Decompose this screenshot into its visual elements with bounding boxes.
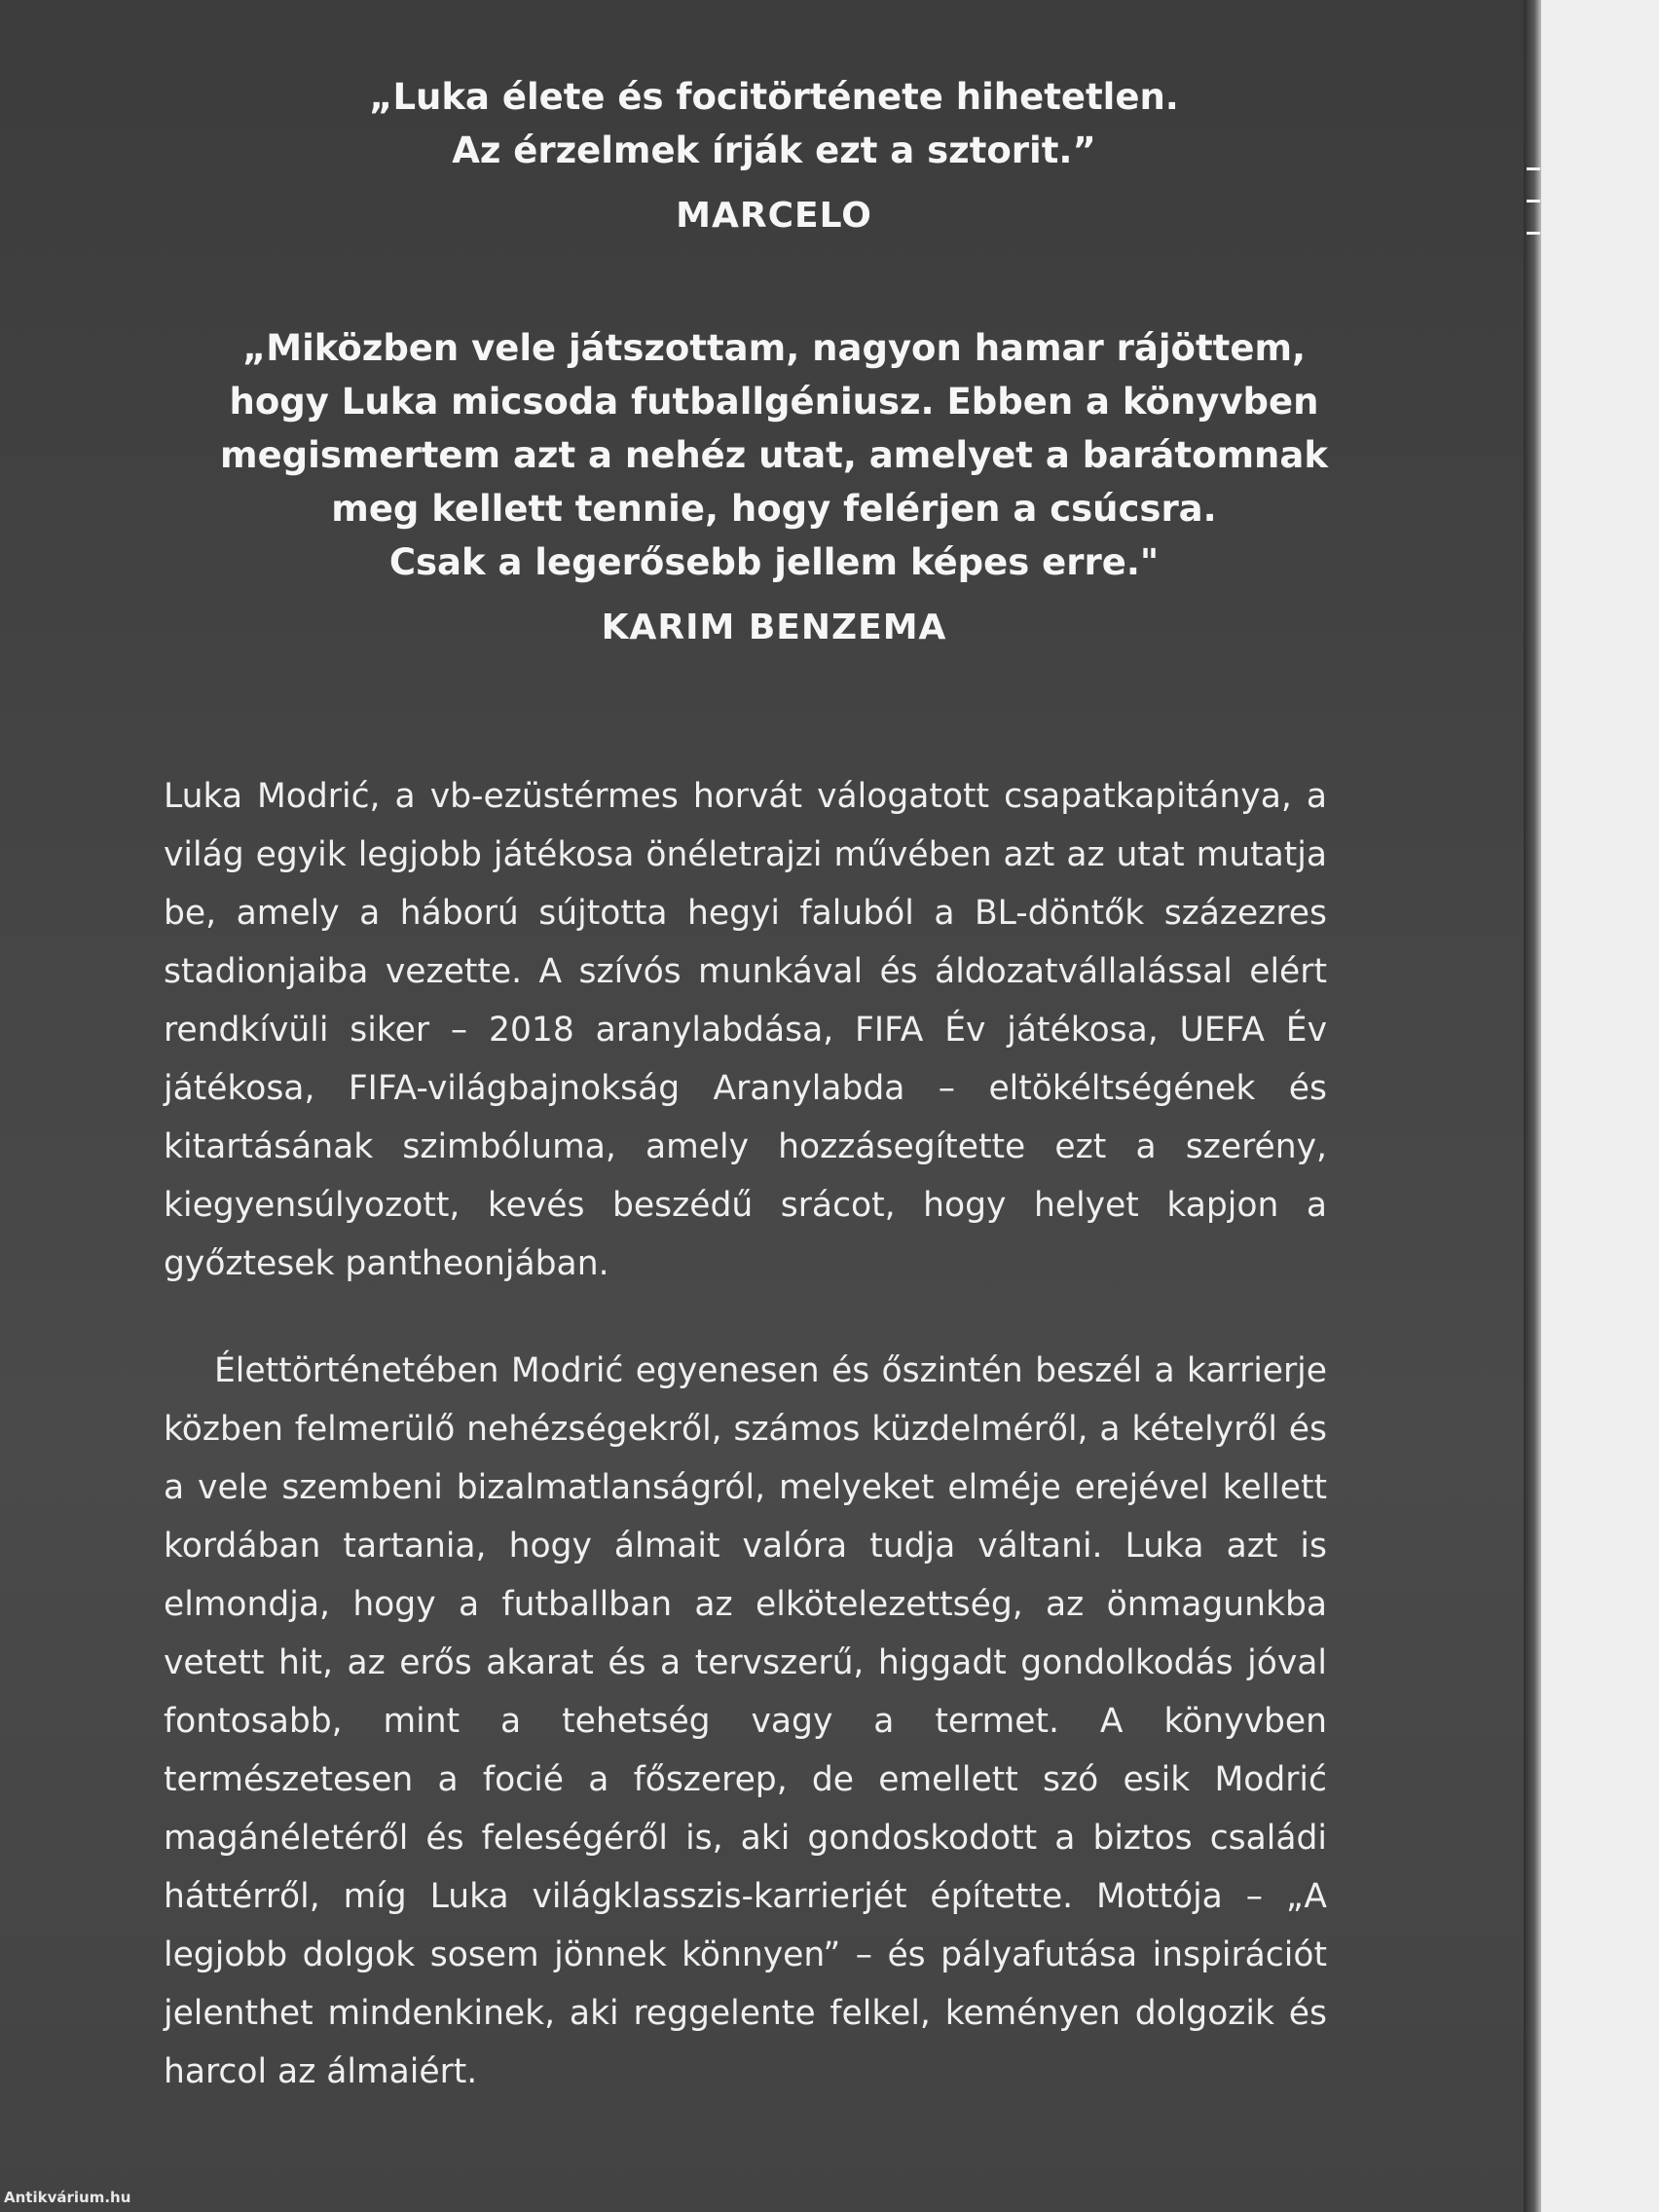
quote-text: „Miközben vele játszottam, nagyon hamar rájöttem, hogy Luka micsoda futballgéniusz. Ebben a könyvben megismertem azt a nehéz utat, amelyet a barátomnak meg kellett tennie, hogy felérjen a csúcsra. Csak a legerősebb jellem képes erre." [220,327,1328,583]
paragraph-text: Luka Modrić, a vb-ezüstérmes horvát válogatott csapatkapitánya, a világ egyik legjobb játékosa önéletrajzi művében azt az utat mutatja be, amely a háború sújtotta hegyi faluból a BL-döntők százezres stadionjaiba vezette. A szívós munkával és áldozatvállalással elért rendkívüli siker – 2018 aranylabdása, FIFA Év játékosa, UEFA Év játékosa, FIFA-világbajnokság Aranylabda – eltökéltségének és kitartásának szimbóluma, amely hozzásegítette ezt a szerény, kiegyensúlyozott, kevés beszédű srácot, hogy helyet kapjon a győztesek pantheonjában. [164,777,1327,1283]
quote-author: MARCELO [676,196,872,236]
cover-edge [1524,0,1541,2212]
description-paragraph-2 [164,1342,1327,2101]
paragraph-text: Élettörténetében Modrić egyenesen és őszintén beszél a karrierje közben felmerülő nehézségekről, számos küzdelméről, a kételyről és a vele szembeni bizalmatlanságról, melyeket elméje erejével kellett kordában tartania, hogy álmait valóra tudja váltani. Luka azt is elmondja, hogy a futballban az elkötelezettség, az önmagunkba vetett hit, az erős akarat és a tervszerű, higgadt gondolkodás jóval fontosabb, mint a tehetség vagy a termet. A könyvben természetesen a focié a főszerep, de emellett szó esik Modrić magánéletéről és feleségéről is, aki gondoskodott a biztos családi háttérről, míg Luka világklasszis-karrierjét építette. Mottója – „A legjobb dolgok sosem jönnek könnyen” – és pályafutása inspirációt jelenthet mindenkinek, aki reggelente felkel, keményen dolgozik és harcol az álmaiért. [164,1351,1327,2091]
page-stack-line [1527,200,1540,203]
page-stack [1541,0,1659,2212]
quote-text: „Luka élete és focitörténete hihetetlen. Az érzelmek írják ezt a sztorit.” [369,76,1179,171]
page-stack-line [1527,167,1540,170]
page-stack-line [1527,232,1540,235]
quote-benzema [146,321,1402,649]
quote-author: KARIM BENZEMA [601,608,947,647]
description-paragraph-1 [164,767,1327,1293]
watermark-text: Antikvárium.hu [4,2189,131,2206]
quote-marcelo [146,70,1402,238]
